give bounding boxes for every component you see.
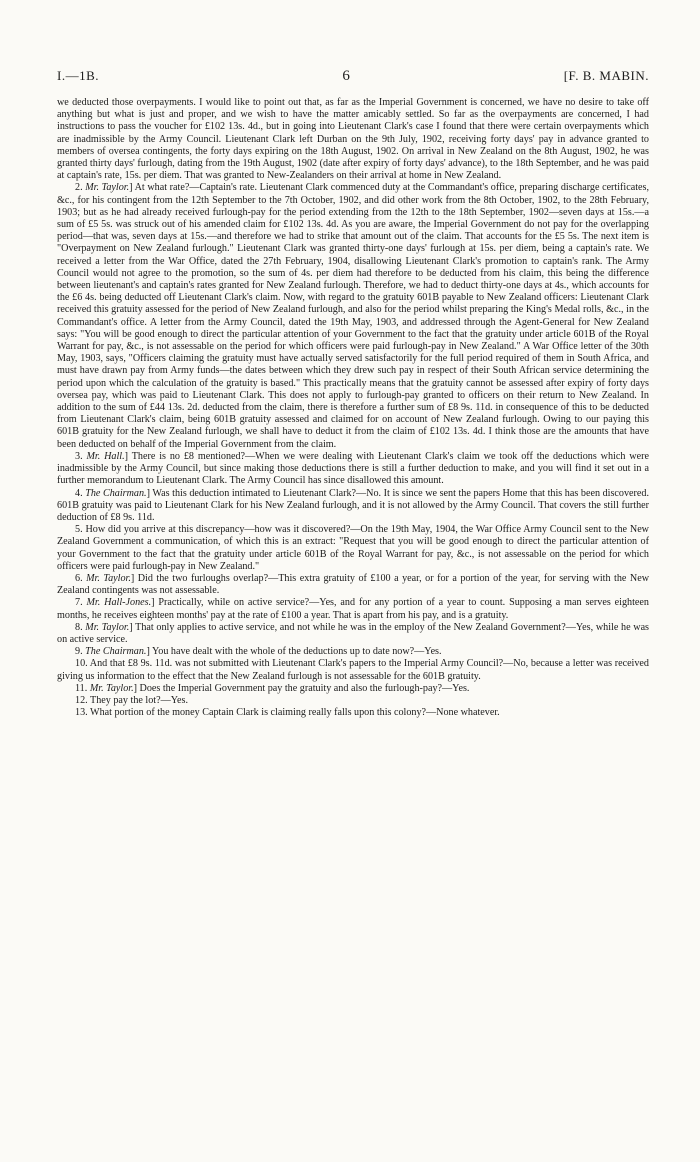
document-body (57, 97, 649, 719)
question-12 (57, 695, 649, 707)
speaker-name: The Chairman. (85, 487, 147, 499)
question-10 (57, 658, 649, 682)
question-number: 8. (75, 621, 86, 633)
paragraph-text: They pay the lot?—Yes. (90, 694, 188, 706)
paragraph-text: ] Does the Imperial Government pay the gratuity and also the furlough-pay?—Yes. (133, 682, 470, 694)
question-number: 7. (75, 597, 87, 609)
question-7 (57, 597, 649, 621)
paragraph-text: What portion of the money Captain Clark is claiming really falls upon this colony?—None whatever. (90, 707, 500, 719)
speaker-name: Mr. Hall-Jones. (86, 597, 152, 609)
page-number: 6 (342, 68, 351, 84)
speaker-name: Mr. Taylor. (89, 682, 134, 694)
speaker-name: Mr. Taylor. (85, 182, 130, 194)
document-page (57, 68, 649, 719)
question-11 (57, 683, 649, 695)
question-2 (57, 182, 649, 450)
question-3 (57, 451, 649, 488)
question-number: 13. (75, 707, 91, 719)
speaker-name: Mr. Taylor. (85, 621, 130, 633)
question-number: 5. (75, 524, 86, 536)
paragraph-text: ] At what rate?—Captain's rate. Lieutenant Clark commenced duty at the Commandant's office, preparing discharge certificates, &c., for his contingent from the 12th September to the 7th October, 1902, and did other work from the 8th October, 1902, to the 28th February, 1903; but as he had already received furlough-pay for the period extending from the 12th to the 18th September, 1902—seven days at 15s.—a sum of £5 5s. was struck out of his amended claim for £102 13s. 4d. As you are aware, the Imperial Government do not pay for the overlapping period—that was, seven days at 15s.—and therefore we had to strike that amount out of the claim. That accounts for the £5 5s. The next item is "Overpayment on New Zealand furlough." Lieutenant Clark was granted thirty-one days' furlough at 15s. per diem, being a captain's rate. We received a letter from the War Office, dated the 27th February, 1904, disallowing Lieutenant Clark's promotion to captain's rank. The Army Council would not agree to the promotion, so the sum of 4s. per diem had therefore to be deducted from his claim, this being the difference between lieutenant's and captain's rates granted for New Zealand furlough. Therefore, we had to deduct thirty-one days at 4s., which accounts for the £6 4s. being deducted off Lieutenant Clark's claim. Now, with regard to the gratuity 601B payable to New Zealand officers: Lieutenant Clark received this gratuity assessed for the period of New Zealand furlough, and also for the period whilst preparing the King's Medal rolls, &c., in the Commandant's office. A letter from the Army Council, dated the 19th May, 1903, and addressed through the Agent-General for New Zealand says: "You will be good enough to direct the particular attention of your Government to the fact that the gratuity under article 601B of the Royal Warrant for pay, &c., is not assessable on the period for which officers were paid furlough-pay in New Zealand." A War Office letter of the 30th May, 1903, says, "Officers claiming the gratuity must have actually served satisfactorily for the full period required of them in South Africa, and must have drawn pay from Army funds—the dates between which they drew such pay in respect of their South African service determining the period upon which the calculation of the gratuity is based." This practically means that the gratuity cannot be assessed after expiry of forty days oversea pay, which was paid to Lieutenant Clark. This does not apply to furlough-pay granted to officers on their return to New Zealand. In addition to the sum of £44 13s. 2d. deducted from the claim, there is therefore a further sum of £8 9s. 11d. in consequence of this to be deducted from Lieutenant Clark's claim, being 601B gratuity assessed and claimed for on account of New Zealand furlough. Owing to our paying this 601B gratuity for the New Zealand furlough, we shall have to deduct it from the claim of £102 13s. 4d. I think those are the amounts that have been deducted on behalf of the Imperial Government from the claim. (57, 182, 650, 450)
speaker-name: Mr. Taylor. (86, 572, 131, 584)
paragraph-text: we deducted those overpayments. I would like to point out that, as far as the Imperial Government is concerned, we have no desire to take off anything but what is just and proper, and we wish to have the matter amicably settled. So far as the overpayments are concerned, I had instructions to pass the voucher for £102 13s. 4d., but in going into Lieutenant Clark's case I found that there were certain overpayments which are inadmissible by the Army Council. Lieutenant Clark left Durban on the 9th July, 1902, receiving forty days' pay in advance granted to members of oversea contingents, the forty days expiring on the 18th August, 1902. On arrival in New Zealand on the 8th August, 1902, he was granted thirty days' furlough, dating from the 19th August, 1902 (date after expiry of forty days' advance), to the 18th September, and he was paid at captain's rate, 15s. per diem. That was granted to New-Zealanders on their arrival at home in New Zealand. (57, 97, 649, 182)
question-number: 3. (75, 450, 87, 462)
paragraph-continuation (57, 97, 649, 182)
paragraph-text: ] Did the two furloughs overlap?—This extra gratuity of £100 a year, or for a portion of the year, for serving with the New Zealand contingents was not assessable. (57, 572, 650, 597)
question-number: 11. (75, 682, 90, 694)
page-header (57, 68, 649, 85)
question-5 (57, 524, 649, 573)
header-reference: I.—1B. (57, 68, 99, 83)
paragraph-text: And that £8 9s. 11d. was not submitted with Lieutenant Clark's papers to the Imperial Army Council?—No, because a letter was received giving us information to the effect that the New Zealand furlough is not assessable for the 601B gratuity. (57, 658, 649, 682)
question-13 (57, 707, 649, 719)
question-number: 12. (75, 694, 91, 706)
paragraph-text: ] There is no £8 mentioned?—When we were dealing with Lieutenant Clark's claim we took off the deductions which were inadmissible by the Army Council, but since making those deductions there is still a further deduction to make, and you will find it set out in a further memorandum to Lieutenant Clark. The Army Council has since disallowed this amount. (57, 450, 649, 487)
header-witness: [F. B. MABIN. (563, 68, 649, 83)
paragraph-text: ] Practically, while on active service?—Yes, and for any portion of a year to count. Supposing a man serves eighteen months, he receives eighteen months' pay at the rate of £100 a year. That is apart from his pay, and is a gratuity. (57, 597, 649, 621)
question-4 (57, 488, 649, 525)
question-number: 2. (75, 182, 86, 194)
speaker-name: The Chairman. (85, 646, 147, 658)
paragraph-text: ] You have dealt with the whole of the deductions up to date now?—Yes. (146, 646, 442, 658)
paragraph-text: ] That only applies to active service, and not while he was in the employ of the New Zealand Government?—Yes, while he was on active service. (57, 621, 650, 645)
paragraph-text: ] Was this deduction intimated to Lieutenant Clark?—No. It is since we sent the papers Home that this has been discovered. 601B gratuity was paid to Lieutenant Clark for his New Zealand furlough, and it is not allowed by the Army Council. That covers the still further deduction of £8 9s. 11d. (57, 487, 649, 523)
question-number: 10. (75, 658, 90, 670)
question-6 (57, 573, 649, 597)
question-number: 4. (75, 487, 86, 499)
question-number: 9. (75, 646, 86, 658)
question-8 (57, 622, 649, 646)
question-number: 6. (75, 572, 87, 584)
question-9 (57, 646, 649, 658)
paragraph-text: How did you arrive at this discrepancy—how was it discovered?—On the 19th May, 1904, the War Office Army Council sent to the New Zealand Government a communication, of which this is an extract: "Request that you will be good enough to direct the particular attention of your Government to the fact that the gratuity under article 601B of the Royal Warrant for pay, &c., is not assessable on the period for which officers were paid furlough-pay in New Zealand." (57, 524, 649, 572)
speaker-name: Mr. Hall. (86, 450, 125, 462)
